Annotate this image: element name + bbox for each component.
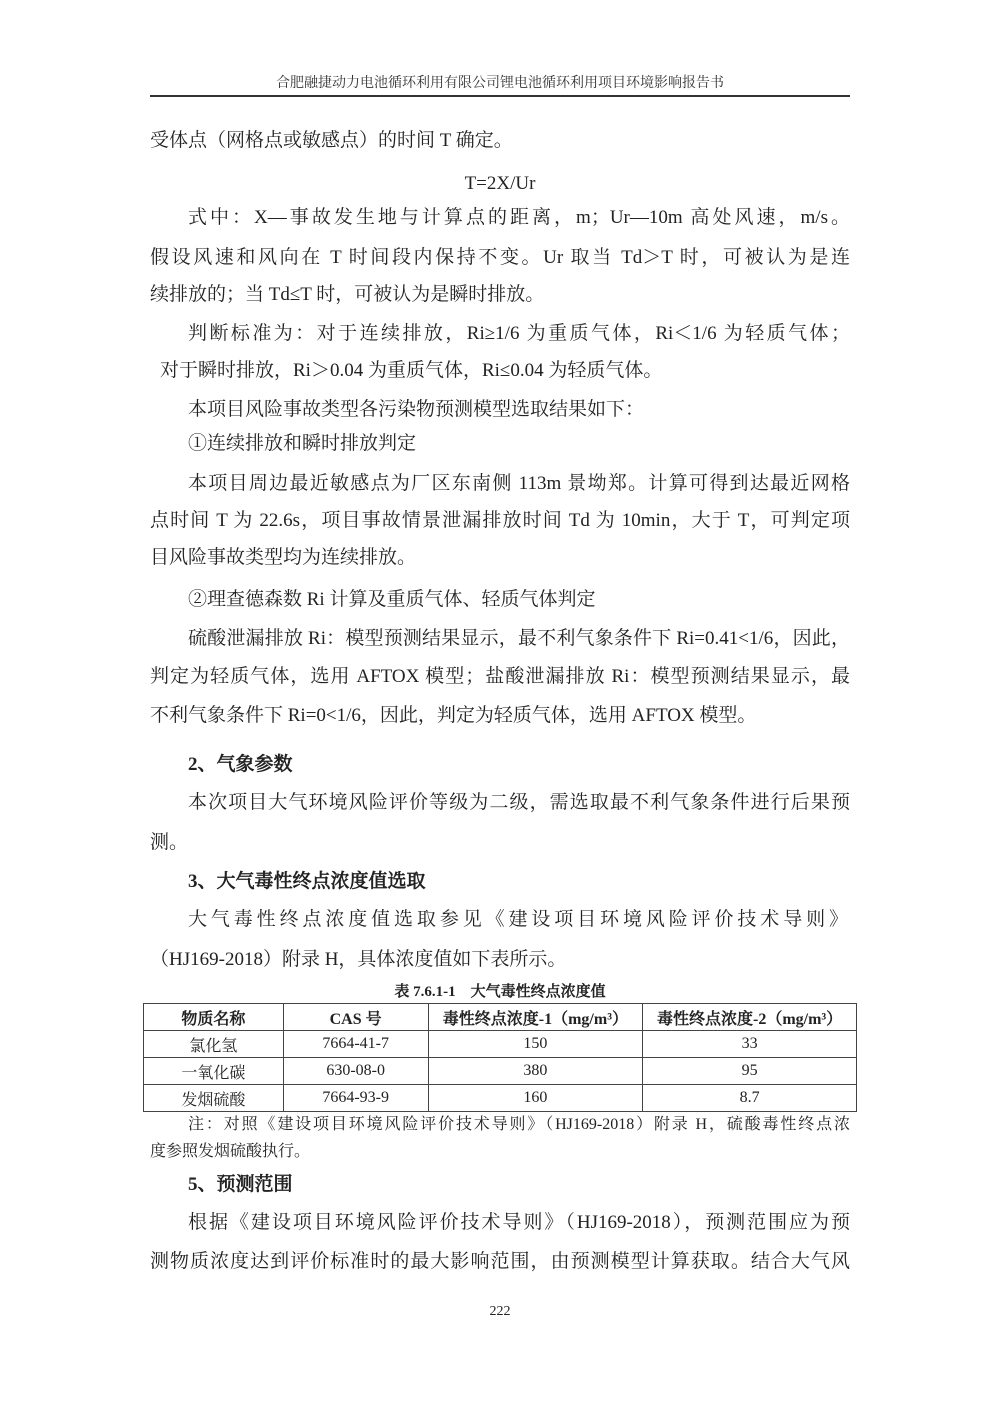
paragraph-line: 对于瞬时排放，Ri＞0.04 为重质气体，Ri≤0.04 为轻质气体。 <box>160 360 663 381</box>
cell: 7664-93-9 <box>283 1085 428 1112</box>
header-cell: 物质名称 <box>144 1004 284 1031</box>
paragraph-line: 硫酸泄漏排放 Ri：模型预测结果显示，最不利气象条件下 Ri=0.41<1/6，因此， <box>188 628 850 649</box>
paragraph-line: ①连续排放和瞬时排放判定 <box>188 433 417 454</box>
table-note: 注：对照《建设项目环境风险评价技术导则》（HJ169-2018）附录 H，硫酸毒性终点浓 <box>188 1116 850 1133</box>
table-row <box>144 1085 857 1112</box>
section-heading: 5、预测范围 <box>188 1174 293 1195</box>
paragraph-line: 本次项目大气环境风险评价等级为二级，需选取最不利气象条件进行后果预 <box>188 792 850 813</box>
header-cell: 毒性终点浓度-2（mg/m³） <box>643 1004 857 1031</box>
cell: 95 <box>643 1058 857 1085</box>
paragraph-line: 测。 <box>150 832 189 853</box>
header-cell: 毒性终点浓度-1（mg/m³） <box>428 1004 643 1031</box>
paragraph-line: 受体点（网格点或敏感点）的时间 T 确定。 <box>150 130 513 151</box>
paragraph-line: 根据《建设项目环境风险评价技术导则》（HJ169-2018），预测范围应为预 <box>188 1212 850 1233</box>
cell: 发烟硫酸 <box>144 1085 284 1112</box>
cell: 150 <box>428 1031 643 1058</box>
paragraph-line: 不利气象条件下 Ri=0<1/6，因此，判定为轻质气体，选用 AFTOX 模型。 <box>150 705 757 726</box>
paragraph-line: 续排放的；当 Td≤T 时，可被认为是瞬时排放。 <box>150 284 545 305</box>
table-caption: 表 7.6.1-1 大气毒性终点浓度值 <box>394 984 606 1000</box>
section-heading: 2、气象参数 <box>188 754 293 775</box>
paragraph-line: 本项目风险事故类型各污染物预测模型选取结果如下： <box>188 399 645 420</box>
cell: 33 <box>643 1031 857 1058</box>
paragraph-line: 测物质浓度达到评价标准时的最大影响范围，由预测模型计算获取。结合大气风 <box>150 1251 850 1272</box>
cell: 630-08-0 <box>283 1058 428 1085</box>
formula: T=2X/Ur <box>464 173 536 194</box>
cell: 一氧化碳 <box>144 1058 284 1085</box>
paragraph-line: 本项目周边最近敏感点为厂区东南侧 113m 景坳郑。计算可得到达最近网格 <box>188 473 850 494</box>
paragraph-line: ②理查德森数 Ri 计算及重质气体、轻质气体判定 <box>188 589 596 610</box>
header-rule <box>150 95 850 97</box>
toxicity-table <box>143 1003 857 1112</box>
cell: 160 <box>428 1085 643 1112</box>
cell: 8.7 <box>643 1085 857 1112</box>
paragraph-line: 目风险事故类型均为连续排放。 <box>150 547 417 568</box>
table-row <box>144 1031 857 1058</box>
paragraph-line: 假设风速和风向在 T 时间段内保持不变。Ur 取当 Td＞T 时，可被认为是连 <box>150 247 850 268</box>
paragraph-line: 式中：X—事故发生地与计算点的距离，m；Ur—10m 高处风速，m/s。 <box>188 207 850 228</box>
cell: 7664-41-7 <box>283 1031 428 1058</box>
page-number: 222 <box>489 1304 511 1319</box>
paragraph-line: 大气毒性终点浓度值选取参见《建设项目环境风险评价技术导则》 <box>188 909 850 930</box>
section-heading: 3、大气毒性终点浓度值选取 <box>188 871 426 892</box>
table-note: 度参照发烟硫酸执行。 <box>150 1143 311 1160</box>
table-header-row <box>144 1004 857 1031</box>
paragraph-line: 点时间 T 为 22.6s，项目事故情景泄漏排放时间 Td 为 10min，大于 T，可判定项 <box>150 510 850 531</box>
table-row <box>144 1058 857 1085</box>
header-cell: CAS 号 <box>283 1004 428 1031</box>
cell: 氯化氢 <box>144 1031 284 1058</box>
paragraph-line: 判断标准为：对于连续排放，Ri≥1/6 为重质气体，Ri＜1/6 为轻质气体； <box>188 323 850 344</box>
paragraph-line: 判定为轻质气体，选用 AFTOX 模型；盐酸泄漏排放 Ri：模型预测结果显示，最 <box>150 666 850 687</box>
paragraph-line: （HJ169-2018）附录 H，具体浓度值如下表所示。 <box>150 949 567 970</box>
cell: 380 <box>428 1058 643 1085</box>
running-header: 合肥融捷动力电池循环利用有限公司锂电池循环利用项目环境影响报告书 <box>276 76 724 91</box>
